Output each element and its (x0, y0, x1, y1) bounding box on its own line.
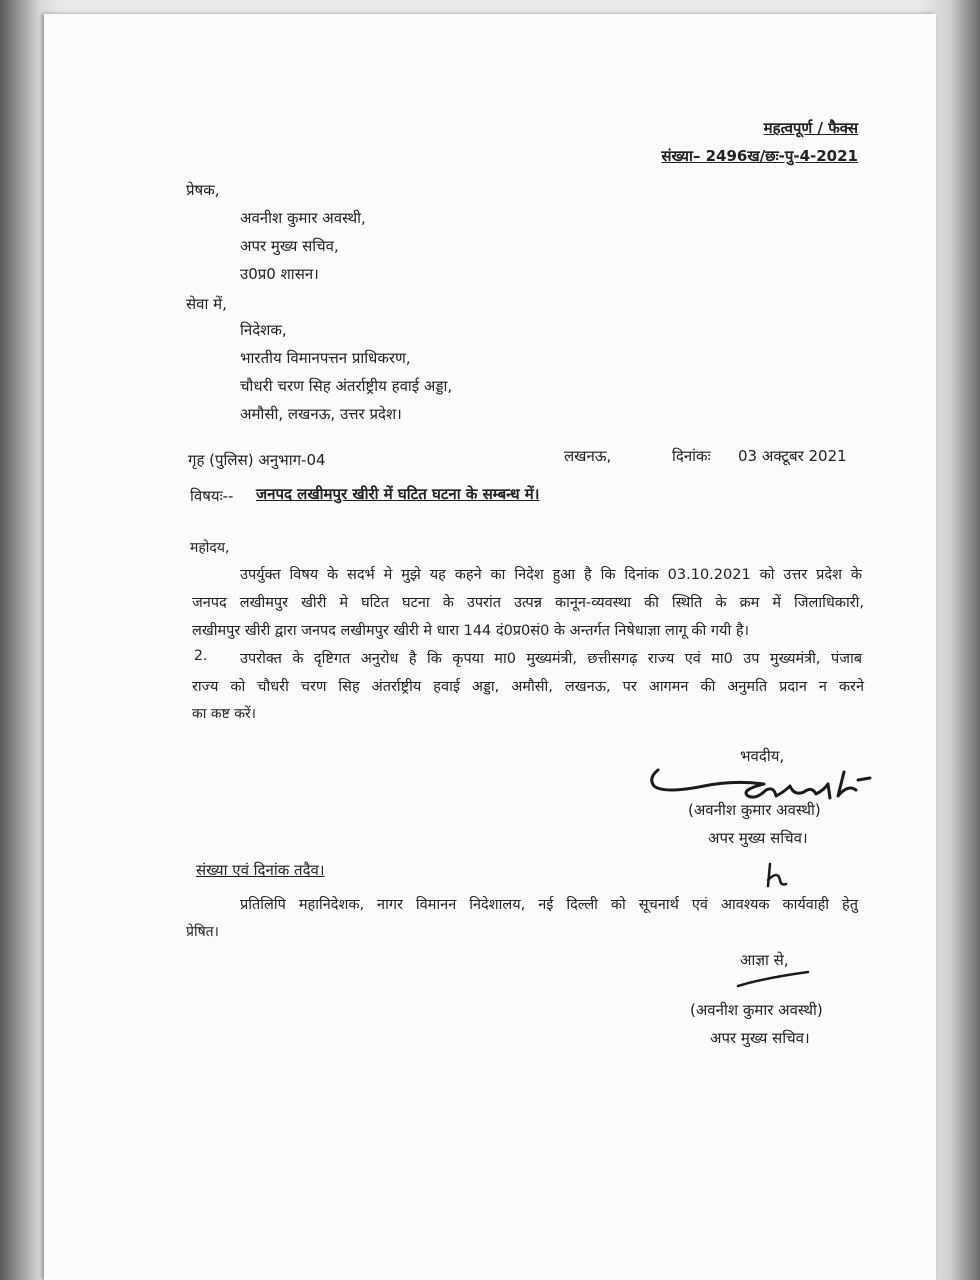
closing-signatory: (अवनीश कुमार अवस्थी) (688, 801, 821, 819)
recipient-label: सेवा में, (186, 295, 227, 313)
paragraph-number-2: 2. (194, 648, 208, 664)
recipient-title: निदेशक, (240, 321, 287, 339)
sender-designation: अपर मुख्य सचिव, (240, 237, 339, 255)
date-label: दिनांकः (672, 447, 711, 465)
copy-designation: अपर मुख्य सचिव। (710, 1029, 810, 1047)
copy-signatory: (अवनीश कुमार अवस्थी) (690, 1001, 823, 1019)
body-line-5: राज्य को चौधरी चरण सिह अंतर्राष्ट्रीय हवाई अड्डा, अमौसी, लखनऊ, पर आगमन की अनुमति प्रदान न करने (192, 679, 864, 695)
sender-office: उ0प्र0 शासन। (240, 265, 319, 283)
body-line-2: जनपद लखीमपुर खीरी मे घटित घटना के उपरांत उत्पन्न कानून-व्यवस्था की स्थिति के क्रम में जिलाधिकारी, (192, 595, 864, 611)
copy-line-1: प्रतिलिपि महानिदेशक, नागर विमानन निदेशालय, नई दिल्ली को सूचनार्थ एवं आवश्यक कार्यवाही हेतु (240, 897, 858, 913)
recipient-address: अमौसी, लखनऊ, उत्तर प्रदेश। (240, 405, 402, 423)
body-line-3: लखीमपुर खीरी द्वारा जनपद लखीमपुर खीरी मे धारा 144 दं0प्र0सं0 के अन्तर्गत निषेधाज्ञा लागू की गयी है। (192, 623, 750, 639)
sender-name: अवनीश कुमार अवस्थी, (240, 209, 366, 227)
letter-page (44, 14, 936, 1280)
signature-stroke (734, 966, 814, 992)
subject-text: जनपद लखीमपुर खीरी में घटित घटना के सम्बन्ध में। (256, 485, 540, 503)
copy-line-2: प्रेषित। (186, 924, 219, 940)
recipient-org: भारतीय विमानपत्तन प्राधिकरण, (240, 349, 411, 367)
body-line-4: उपरोक्त के दृष्टिगत अनुरोध है कि कृपया मा0 मुख्यमंत्री, छत्तीसगढ़ राज्य एवं मा0 उप मुख्यमंत्री, पंजाब (240, 651, 862, 667)
valediction: भवदीय, (740, 747, 785, 765)
body-line-6: का कष्ट करें। (192, 706, 256, 722)
closing-designation: अपर मुख्य सचिव। (708, 829, 808, 847)
letter-date: 03 अक्टूबर 2021 (738, 447, 847, 465)
reference-number: संख्या– 2496ख/छः-पु-4-2021 (661, 147, 858, 165)
order-text: आज्ञा से, (740, 951, 789, 969)
copy-heading: संख्या एवं दिनांक तदैव। (196, 861, 325, 879)
subject-label: विषयः-- (190, 487, 234, 505)
recipient-airport: चौधरी चरण सिह अंतर्राष्ट्रीय हवाई अड्डा, (240, 377, 453, 395)
initial-mark (764, 860, 794, 890)
body-line-1: उपर्युक्त विषय के सदर्भ मे मुझे यह कहने का निदेश हुआ है कि दिनांक 03.10.2021 को उत्तर प्रदेश के (240, 567, 862, 583)
classification-label: महत्वपूर्ण / फैक्स (763, 119, 858, 137)
salutation: महोदय, (190, 540, 230, 556)
place: लखनऊ, (564, 447, 612, 465)
department: गृह (पुलिस) अनुभाग-04 (188, 451, 326, 469)
sender-label: प्रेषक, (186, 181, 220, 199)
